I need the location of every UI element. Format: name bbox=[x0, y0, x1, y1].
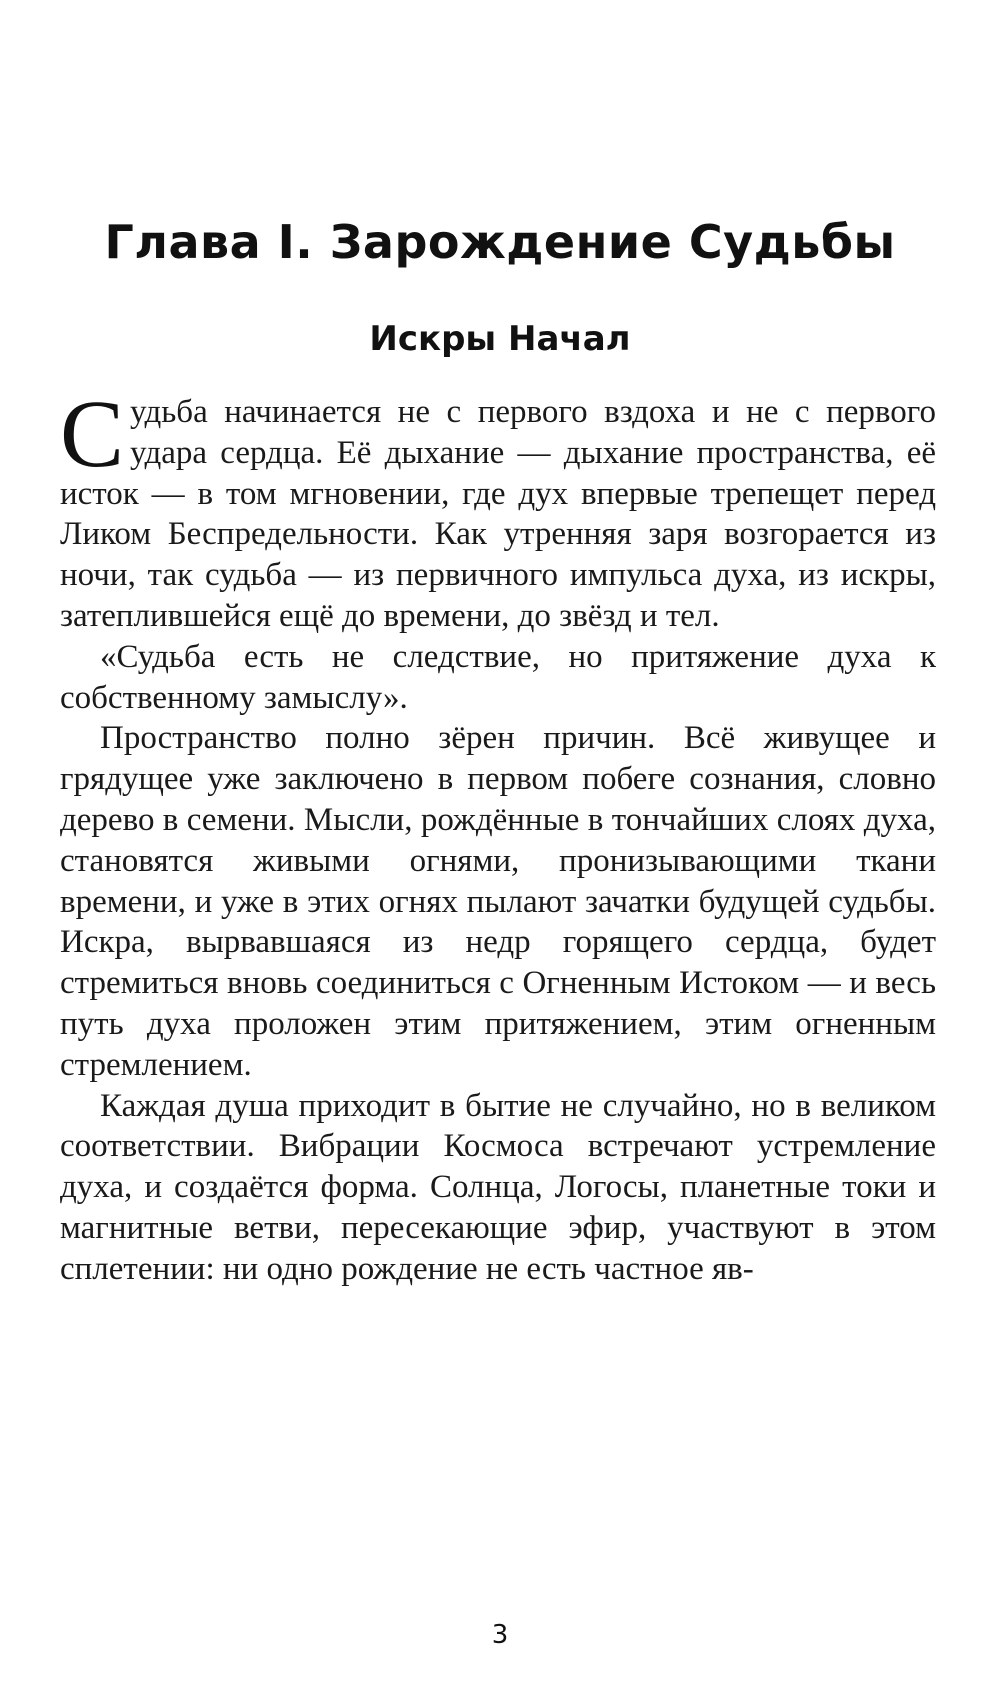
drop-cap: С bbox=[60, 380, 125, 487]
paragraph-2-quote: «Судьба есть не следствие, но притяжение духа к собственному замыслу». bbox=[60, 638, 936, 716]
paragraph-4: Каждая душа приходит в бытие не случайно, но в великом соответствии. Вибрации Космоса встречают устремление духа, и создаётся форма. Солнца, Логосы, планетные токи и магнитные ветви, пересекающие эфир, участвуют в этом сплетении: ни одно рождение не есть частное яв- bbox=[60, 1087, 936, 1287]
body-text bbox=[60, 380, 936, 1290]
paragraph-1-text: удьба начинается не с первого вздоха и не с первого удара сердца. Её дыхание — дыхание пространства, её исток — в том мгновении, где дух впервые трепещет перед Ликом Беспредельности. Как утренняя заря возгорается из ночи, так судьба — из первичного импульса духа, из искры, затеплившейся ещё до времени, до звёзд и тел. bbox=[60, 394, 936, 634]
paragraph-1 bbox=[60, 380, 936, 637]
page-number: 3 bbox=[491, 1620, 509, 1650]
paragraph-3: Пространство полно зёрен причин. Всё живущее и грядущее уже заключено в первом побеге сознания, словно дерево в семени. Мысли, рождённые в тончайших слоях духа, становятся живыми огнями, пронизывающими ткани времени, и уже в этих огнях пылают зачатки будущей судьбы. Искра, вырвавшаяся из недр горящего сердца, будет стремиться вновь соединиться с Огненным Истоком — и весь путь духа проложен этим притяжением, этим огненным стремлением. bbox=[60, 720, 936, 1083]
section-title: Искры Начал bbox=[369, 319, 631, 359]
chapter-title: Глава I. Зарождение Судьбы bbox=[104, 215, 896, 269]
